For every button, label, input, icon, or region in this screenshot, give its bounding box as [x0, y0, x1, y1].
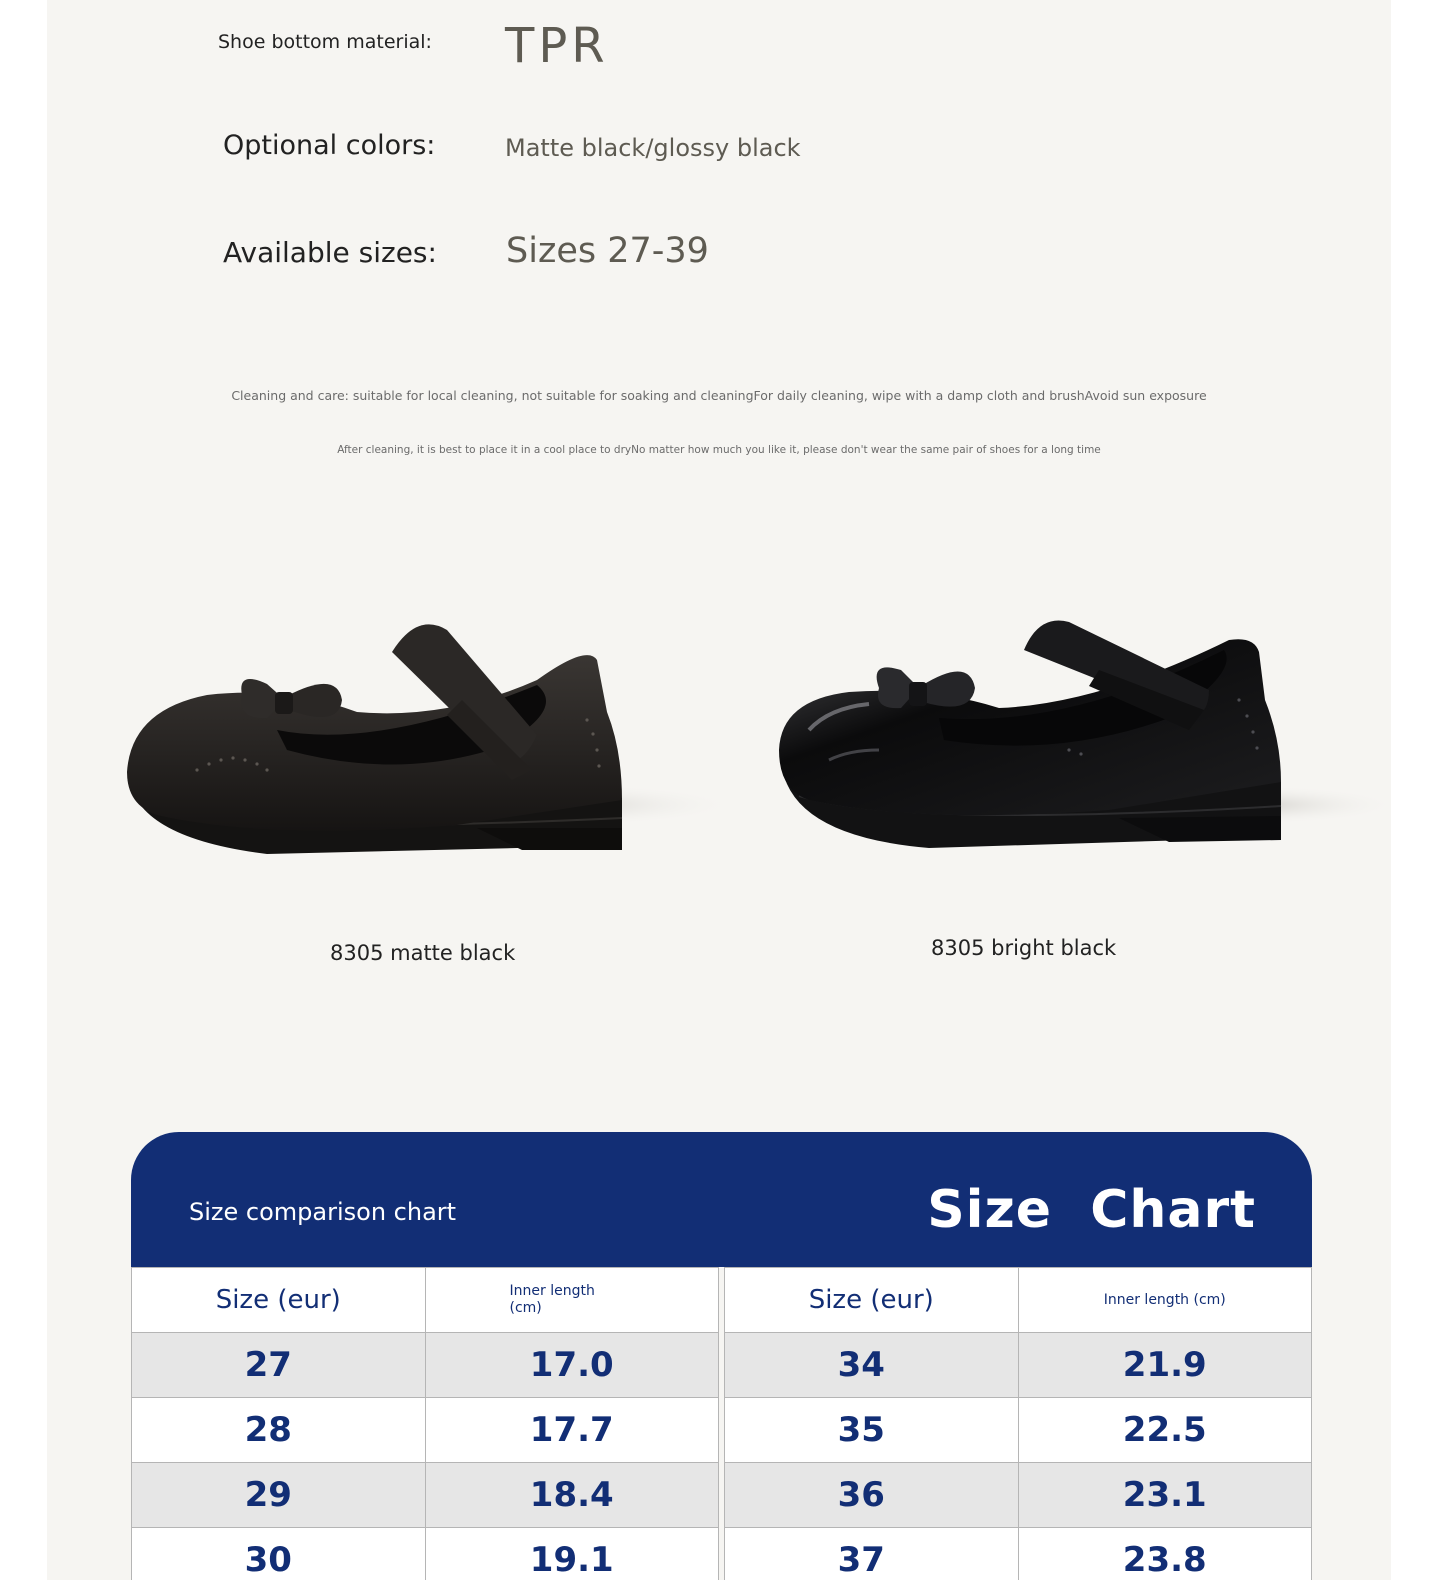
spec-value-colors: Matte black/glossy black [505, 134, 801, 162]
spec-label-colors: Optional colors: [223, 130, 436, 161]
size-table-right [724, 1267, 1312, 1580]
table-row [725, 1333, 1312, 1398]
column-header-size: Size (eur) [725, 1268, 1019, 1333]
table-header-row [132, 1268, 719, 1333]
table-row [132, 1463, 719, 1528]
length-cell: 21.9 [1018, 1333, 1312, 1398]
table-row [132, 1398, 719, 1463]
spec-label-sizes: Available sizes: [223, 236, 437, 269]
size-cell: 36 [725, 1463, 1019, 1528]
column-header-inner-length [425, 1268, 719, 1333]
size-cell: 30 [132, 1528, 426, 1580]
care-instructions-line-2: After cleaning, it is best to place it in a cool place to dryNo matter how much you like it, please don't wear the same pair of shoes for a long time [337, 444, 1101, 456]
length-cell: 17.7 [425, 1398, 719, 1463]
inner-length-label-line-2: (cm) [509, 1300, 542, 1316]
matte-black-shoe-image [117, 600, 737, 880]
length-cell: 23.8 [1018, 1528, 1312, 1580]
size-cell: 37 [725, 1528, 1019, 1580]
size-cell: 35 [725, 1398, 1019, 1463]
length-cell: 23.1 [1018, 1463, 1312, 1528]
table-row [725, 1398, 1312, 1463]
length-cell: 19.1 [425, 1528, 719, 1580]
size-cell: 34 [725, 1333, 1019, 1398]
table-header-row [725, 1268, 1312, 1333]
size-cell: 28 [132, 1398, 426, 1463]
table-row [132, 1528, 719, 1580]
matte-black-caption: 8305 matte black [330, 941, 516, 965]
table-row [725, 1463, 1312, 1528]
column-header-inner-length: Inner length (cm) [1018, 1268, 1312, 1333]
spec-label-material: Shoe bottom material: [218, 31, 432, 53]
length-cell: 17.0 [425, 1333, 719, 1398]
inner-length-label-line-1: Inner length [509, 1283, 595, 1299]
size-cell: 27 [132, 1333, 426, 1398]
length-cell: 22.5 [1018, 1398, 1312, 1463]
spec-value-sizes: Sizes 27-39 [506, 231, 709, 271]
table-row [132, 1333, 719, 1398]
product-detail-panel [47, 0, 1391, 1580]
bright-black-shoe-image [769, 600, 1389, 860]
size-cell: 29 [132, 1463, 426, 1528]
spec-value-material: TPR [505, 18, 609, 74]
bright-black-caption: 8305 bright black [931, 936, 1117, 960]
care-instructions-line-1: Cleaning and care: suitable for local cleaning, not suitable for soaking and cleaningFor daily cleaning, wipe with a damp cloth and brushAvoid sun exposure [231, 388, 1207, 403]
length-cell: 18.4 [425, 1463, 719, 1528]
column-header-size: Size (eur) [132, 1268, 426, 1333]
size-chart [131, 1132, 1312, 1580]
table-row [725, 1528, 1312, 1580]
size-chart-title: Size Chart [927, 1180, 1256, 1240]
size-chart-subtitle: Size comparison chart [189, 1198, 457, 1226]
size-table-left [131, 1267, 719, 1580]
size-chart-header [131, 1132, 1312, 1267]
